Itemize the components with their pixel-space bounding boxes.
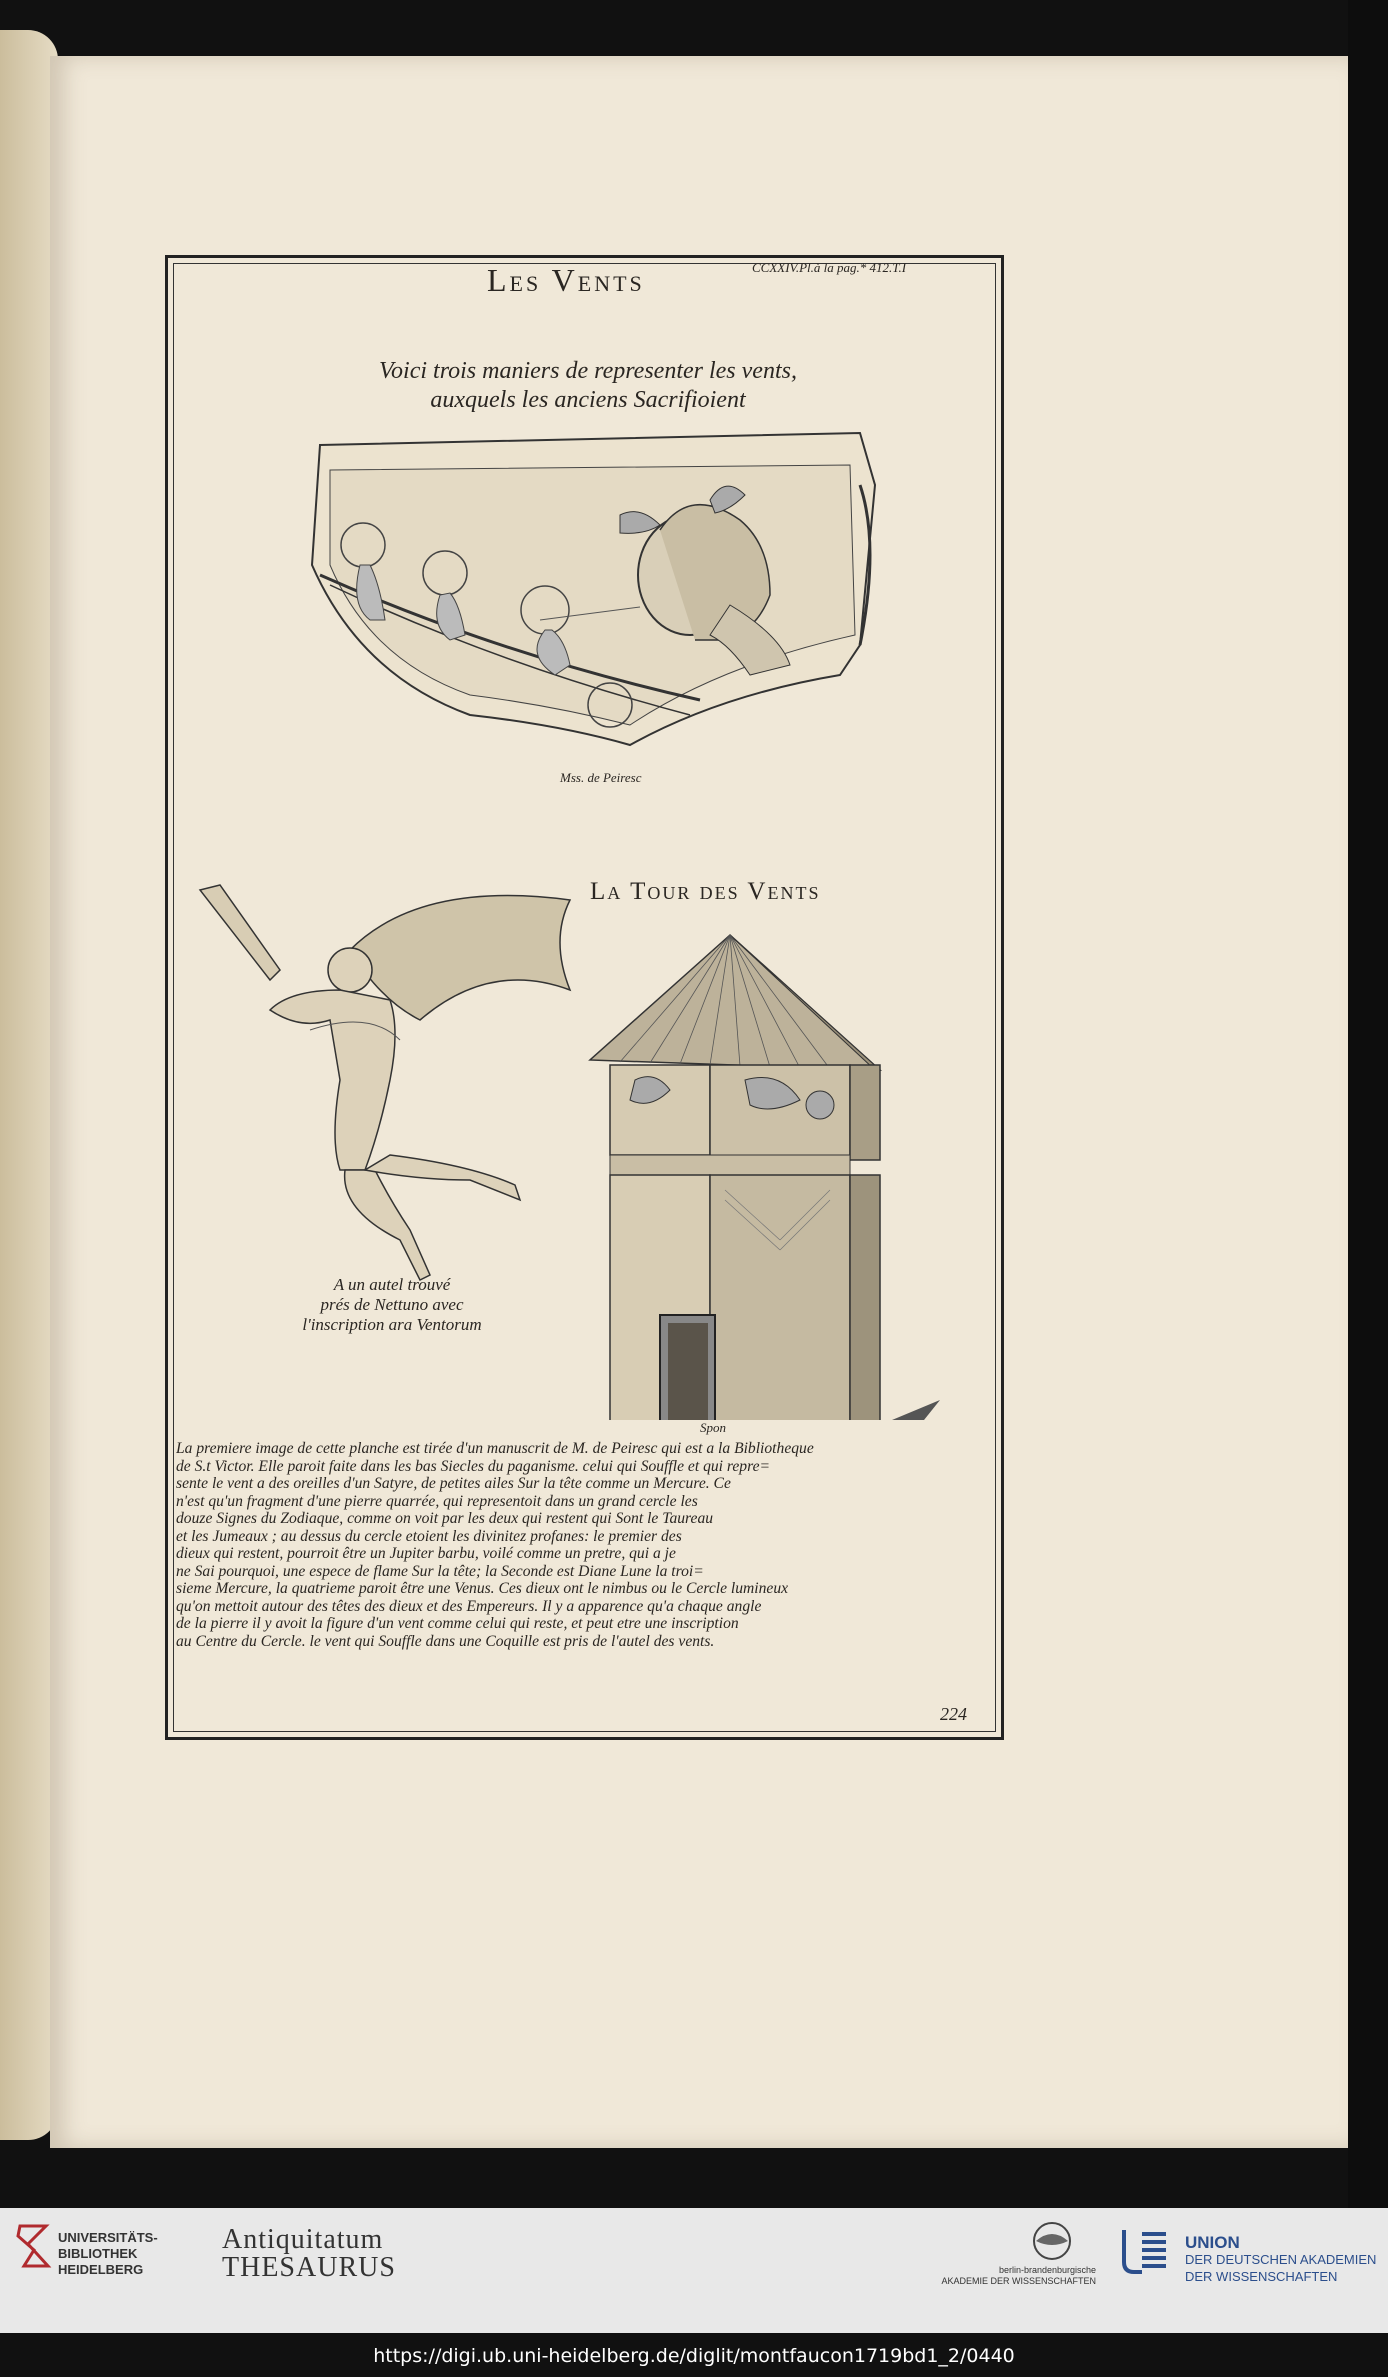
altar-caption-line-1: A un autel trouvé	[333, 1275, 451, 1294]
paragraph-line: et les Jumeaux ; au dessus du cercle etoient les divinitez profanes: le premier des	[176, 1527, 682, 1545]
paragraph-line: sieme Mercure, la quatrieme paroit être une Venus. Ces dieux ont le nimbus ou le Cercle lumineux	[176, 1580, 789, 1597]
antiquitatum-thesaurus-logo[interactable]	[222, 2226, 396, 2282]
union-line: UNION	[1185, 2233, 1240, 2252]
wind-figure-illustration	[190, 880, 580, 1320]
paragraph-line: douze Signes du Zodiaque, comme on voit par les deux qui restent qui Sont le Taureau	[176, 1510, 714, 1527]
ub-line: HEIDELBERG	[58, 2262, 144, 2277]
tower-title: La Tour des Vents	[590, 878, 821, 905]
union-logo-icon[interactable]	[1120, 2226, 1176, 2276]
caption-peiresc: Mss. de Peiresc	[560, 770, 642, 785]
intro-line-1: Voici trois maniers de representer les vents,	[379, 358, 797, 384]
paragraph-line: dieux qui restent, pourroit être un Jupiter barbu, voilé comme un pretre, qui a je	[176, 1545, 676, 1562]
paragraph-line: qu'on mettoit autour des têtes des dieux et des Empereurs. Il y a apparence qu'a chaque angle	[176, 1597, 762, 1615]
caption-spon: Spon	[700, 1420, 726, 1435]
bbaw-eagle-icon[interactable]	[1022, 2219, 1082, 2265]
ub-heidelberg-text[interactable]	[58, 2230, 158, 2278]
antiq-line: THESAURUS	[222, 2252, 396, 2283]
plate-reference: CCXXIV.Pl.à la pag.* 412.T.I	[752, 260, 907, 275]
ub-line: BIBLIOTHEK	[58, 2246, 138, 2261]
paragraph-line: La premiere image de cette planche est tirée d'un manuscrit de M. de Peiresc qui est a la Bibliotheque	[176, 1440, 814, 1457]
paragraph-line: au Centre du Cercle. le vent qui Souffle dans une Coquille est pris de l'autel des vents.	[176, 1632, 715, 1650]
union-line: DER DEUTSCHEN AKADEMIEN	[1185, 2252, 1377, 2267]
paragraph-line: sente le vent a des oreilles d'un Satyre, de petites ailes Sur la tête comme un Mercure. Ce	[176, 1475, 731, 1492]
plate-title: Les Vents	[487, 262, 645, 298]
page-number: 224	[940, 1704, 967, 1724]
source-url-link[interactable]: https://digi.ub.uni-heidelberg.de/diglit/montfaucon1719bd1_2/0440	[373, 2345, 1015, 2367]
altar-caption-line-2: prés de Nettuno avec	[320, 1295, 464, 1314]
dark-margin	[1348, 0, 1388, 2208]
bbaw-line: berlin-brandenburgische	[998, 2265, 1096, 2275]
altar-caption-line-3: l'inscription ara Ventorum	[302, 1315, 482, 1334]
union-akademien-text[interactable]	[1185, 2234, 1376, 2285]
paragraph-line: de S.t Victor. Elle paroit faite dans les bas Siecles du paganisme. celui qui Souffle et qui repre=	[176, 1457, 771, 1475]
fragment-illustration	[300, 425, 880, 770]
bbaw-line: AKADEMIE DER WISSENSCHAFTEN	[941, 2276, 1096, 2286]
paragraph-line: ne Sai pourquoi, une espece de flame Sur la tête; la Seconde est Diane Lune la troi=	[176, 1562, 704, 1580]
ub-line: UNIVERSITÄTS-	[58, 2230, 158, 2245]
antiq-line: Antiquitatum	[222, 2224, 384, 2255]
footer-bar	[0, 2208, 1388, 2333]
union-line: DER WISSENSCHAFTEN	[1185, 2269, 1338, 2284]
intro-line-2: auxquels les anciens Sacrifioient	[430, 387, 746, 413]
paragraph-line: n'est qu'un fragment d'une pierre quarrée, qui representoit dans un grand cercle les	[176, 1492, 698, 1510]
ub-heidelberg-logo-icon[interactable]	[14, 2222, 54, 2270]
bbaw-text[interactable]	[906, 2265, 1096, 2287]
paragraph-line: de la pierre il y avoit la figure d'un vent comme celui qui reste, et peut etre une inscription	[176, 1615, 739, 1632]
tower-illustration	[580, 930, 960, 1420]
description-paragraph	[176, 1440, 994, 1650]
